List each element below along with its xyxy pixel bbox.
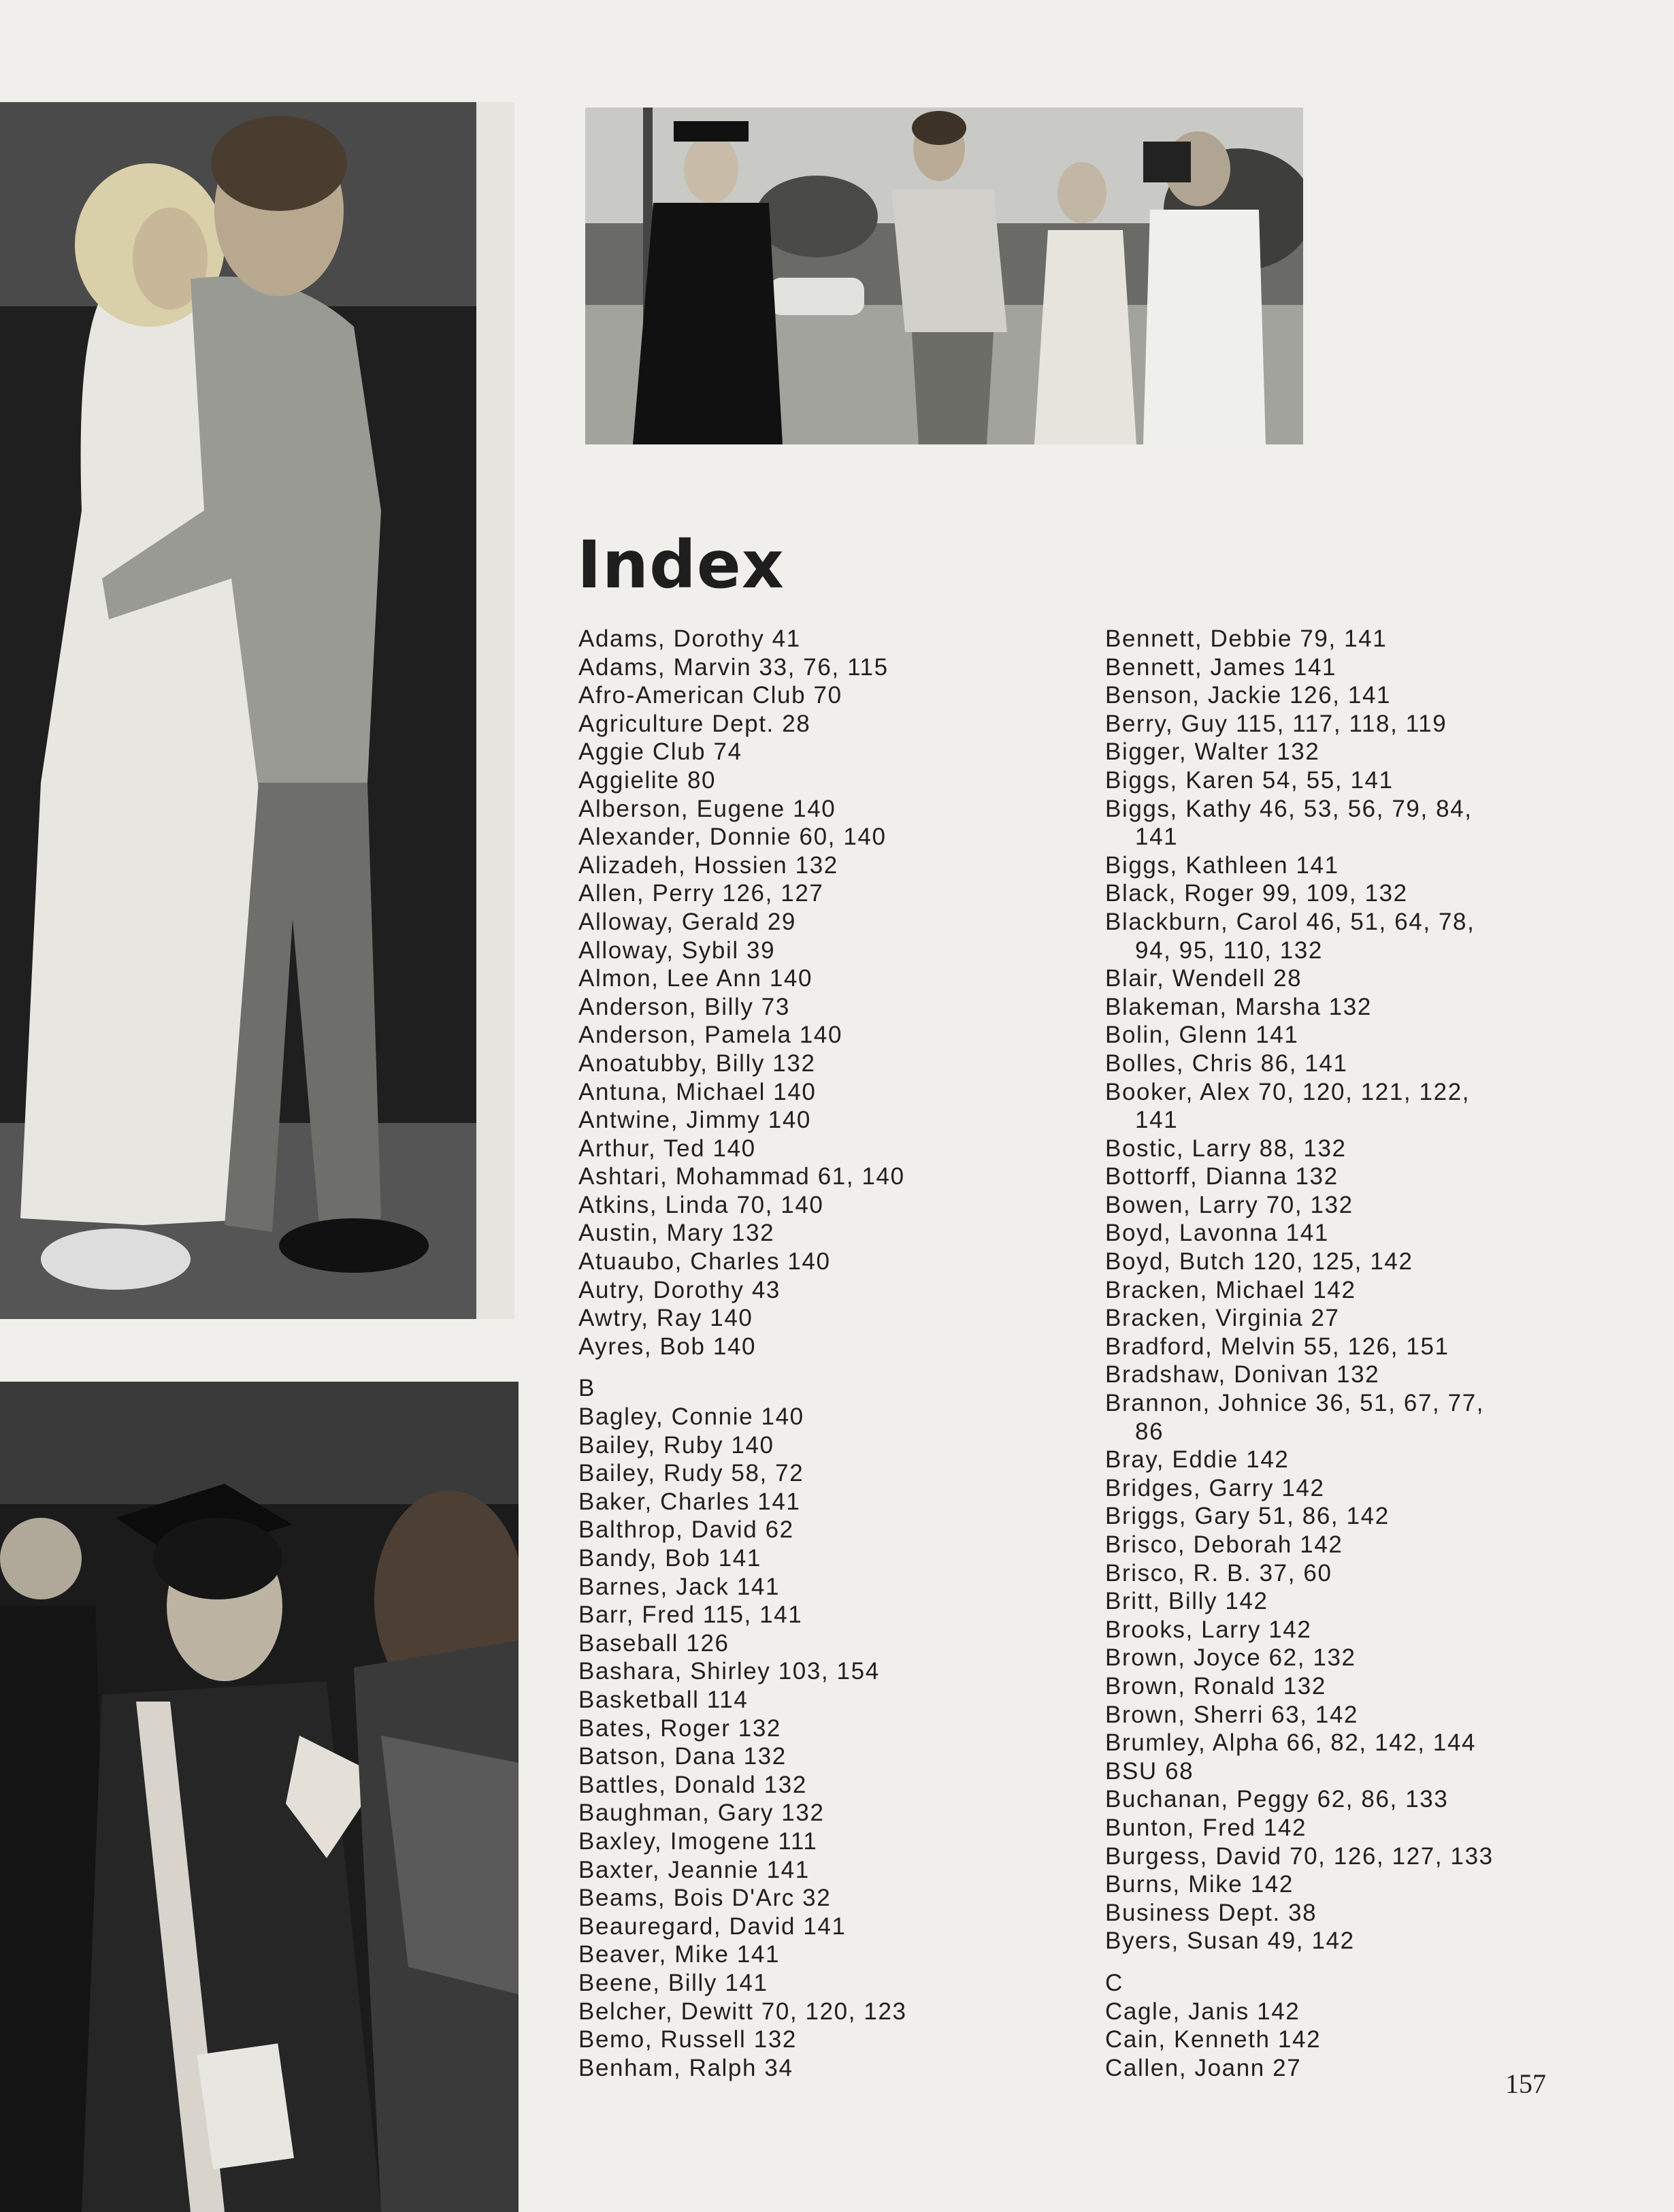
index-entry-text: BSU 68 — [1105, 1757, 1194, 1785]
index-entry — [1105, 1870, 1622, 1899]
index-entry-text: Adams, Dorothy 41 — [578, 625, 801, 652]
index-entry-text: Bridges, Garry 142 — [1105, 1474, 1325, 1501]
index-entry — [1105, 1389, 1622, 1446]
index-entry — [1105, 1842, 1622, 1871]
index-entry — [1105, 1219, 1622, 1248]
graduation-procession-photo — [0, 1382, 519, 2212]
index-entry — [1105, 1729, 1622, 1757]
index-entry — [578, 1488, 1068, 1516]
index-entry — [578, 2054, 1068, 2083]
index-entry — [578, 908, 1068, 937]
index-entry-text: Aggie Club 74 — [578, 738, 742, 766]
index-entry — [1105, 766, 1622, 795]
index-entry — [578, 1884, 1068, 1913]
index-entry — [578, 1714, 1068, 1743]
index-entry-text: Bigger, Walter 132 — [1105, 738, 1320, 766]
index-entry — [1105, 1446, 1622, 1474]
index-entry-text: Bates, Roger 132 — [578, 1714, 781, 1742]
index-entry — [578, 653, 1068, 682]
index-entry-text: Bandy, Bob 141 — [578, 1545, 761, 1572]
index-entry — [578, 1021, 1068, 1050]
index-entry — [578, 1516, 1068, 1544]
index-entry — [578, 1106, 1068, 1135]
index-entry-text: Atuaubo, Charles 140 — [578, 1248, 831, 1275]
index-entry — [1105, 681, 1622, 710]
index-entry-text: Anoatubby, Billy 132 — [578, 1050, 816, 1077]
dancing-couple-photo — [0, 102, 514, 1319]
index-entry-text: Brown, Sherri 63, 142 — [1105, 1701, 1359, 1728]
index-entry — [1105, 1304, 1622, 1333]
index-entry-text: Cagle, Janis 142 — [1105, 1998, 1300, 2025]
index-entry — [1105, 964, 1622, 993]
index-entry — [578, 851, 1068, 880]
index-entry-continuation: 94, 95, 110, 132 — [1135, 937, 1324, 964]
index-entry-text: Anderson, Pamela 140 — [578, 1022, 843, 1049]
index-entry — [1105, 625, 1622, 653]
index-entry-text: Austin, Mary 132 — [578, 1220, 775, 1247]
index-entry — [578, 823, 1068, 851]
index-entry — [578, 1742, 1068, 1771]
page-number: 157 — [1505, 2068, 1546, 2099]
index-entry — [1105, 1998, 1622, 2026]
index-entry — [1105, 1899, 1622, 1928]
index-entry-text: Allen, Perry 126, 127 — [578, 880, 824, 907]
index-entry — [1105, 851, 1622, 880]
graduation-portrait-photo — [585, 108, 1303, 444]
index-entry-text: Biggs, Karen 54, 55, 141 — [1105, 766, 1394, 794]
index-entry — [578, 766, 1068, 795]
index-entry — [578, 1431, 1068, 1460]
index-entry-text: Bracken, Michael 142 — [1105, 1276, 1356, 1303]
index-entry — [1105, 1135, 1622, 1163]
index-entry-text: Bennett, Debbie 79, 141 — [1105, 625, 1388, 652]
index-entry — [1105, 1248, 1622, 1276]
index-entry — [1105, 1616, 1622, 1644]
index-entry-text: Beauregard, David 141 — [578, 1913, 847, 1940]
index-entry-text: Beams, Bois D'Arc 32 — [578, 1885, 832, 1912]
index-entry-text: Alloway, Sybil 39 — [578, 937, 776, 964]
index-entry — [1105, 795, 1622, 851]
index-entry-text: Bunton, Fred 142 — [1105, 1814, 1307, 1841]
index-entry-text: Boyd, Butch 120, 125, 142 — [1105, 1248, 1413, 1275]
index-section-letter: C — [1105, 1969, 1123, 1996]
index-entry — [1105, 1672, 1622, 1701]
index-entry-text: Biggs, Kathleen 141 — [1105, 851, 1339, 879]
index-entry-text: Brown, Joyce 62, 132 — [1105, 1644, 1356, 1672]
index-entry — [1105, 1644, 1622, 1672]
index-entry-text: Belcher, Dewitt 70, 120, 123 — [578, 1998, 907, 2025]
index-entry — [578, 879, 1068, 908]
index-entry — [1105, 1191, 1622, 1220]
index-entry — [1105, 1814, 1622, 1842]
index-entry-text: Baughman, Gary 132 — [578, 1800, 825, 1827]
index-entry — [1105, 1785, 1622, 1814]
index-entry-text: Autry, Dorothy 43 — [578, 1276, 781, 1303]
index-entry-text: Bottorff, Dianna 132 — [1105, 1163, 1339, 1190]
index-entry-continuation: 141 — [1135, 1107, 1179, 1134]
index-entry-text: Ashtari, Mohammad 61, 140 — [578, 1163, 905, 1190]
index-entry-text: Bennett, James 141 — [1105, 653, 1337, 681]
index-entry — [1105, 710, 1622, 738]
index-entry — [578, 1998, 1068, 2026]
index-entry-text: Briggs, Gary 51, 86, 142 — [1105, 1503, 1390, 1530]
index-entry-text: Beene, Billy 141 — [578, 1969, 768, 1996]
index-entry-text: Ayres, Bob 140 — [578, 1333, 757, 1360]
index-entry-text: Atkins, Linda 70, 140 — [578, 1191, 824, 1218]
index-entry — [578, 1573, 1068, 1601]
index-entry — [1105, 1361, 1622, 1389]
index-column-right — [1105, 625, 1622, 2082]
index-entry-text: Bradshaw, Donivan 132 — [1105, 1361, 1380, 1388]
index-entry-text: Almon, Lee Ann 140 — [578, 965, 813, 992]
index-entry-text: Cain, Kenneth 142 — [1105, 2026, 1322, 2053]
index-entry — [578, 993, 1068, 1022]
index-entry-text: Blackburn, Carol 46, 51, 64, 78, — [1105, 908, 1475, 935]
index-entry — [578, 1276, 1068, 1305]
index-entry-text: Boyd, Lavonna 141 — [1105, 1220, 1329, 1247]
index-entry-text: Bemo, Russell 132 — [578, 2026, 797, 2053]
index-entry-text: Brown, Ronald 132 — [1105, 1672, 1326, 1699]
index-entry — [1105, 1559, 1622, 1588]
index-entry-text: Alloway, Gerald 29 — [578, 908, 796, 935]
index-entry-text: Bracken, Virginia 27 — [1105, 1305, 1340, 1332]
index-entry-text: Brannon, Johnice 36, 51, 67, 77, — [1105, 1390, 1485, 1417]
index-entry-text: Benson, Jackie 126, 141 — [1105, 682, 1392, 709]
index-entry-text: Baxter, Jeannie 141 — [578, 1856, 810, 1883]
page-title: Index — [577, 527, 785, 603]
index-entry — [578, 1940, 1068, 1969]
index-entry — [1105, 1531, 1622, 1559]
index-entry-text: Barnes, Jack 141 — [578, 1573, 781, 1600]
index-entry — [1105, 1333, 1622, 1361]
index-entry-continuation: 86 — [1135, 1418, 1164, 1445]
index-entry — [1105, 2026, 1622, 2054]
index-entry — [578, 1827, 1068, 1856]
index-entry — [578, 1078, 1068, 1107]
index-entry-text: Blair, Wendell 28 — [1105, 965, 1302, 992]
index-entry-text: Beaver, Mike 141 — [578, 1941, 781, 1968]
index-entry — [578, 1799, 1068, 1827]
index-entry-text: Byers, Susan 49, 142 — [1105, 1928, 1355, 1955]
index-entry-text: Bostic, Larry 88, 132 — [1105, 1135, 1347, 1162]
index-entry — [578, 1050, 1068, 1078]
index-entry — [578, 1191, 1068, 1220]
index-entry — [578, 1913, 1068, 1941]
index-entry — [1105, 1587, 1622, 1616]
index-entry — [1105, 1502, 1622, 1531]
index-entry — [1105, 1757, 1622, 1786]
index-entry — [578, 1856, 1068, 1885]
index-entry-text: Arthur, Ted 140 — [578, 1135, 756, 1162]
index-entry-text: Alexander, Donnie 60, 140 — [578, 824, 887, 851]
index-entry-text: Brooks, Larry 142 — [1105, 1616, 1312, 1643]
index-entry — [578, 681, 1068, 710]
index-entry-text: Bolles, Chris 86, 141 — [1105, 1050, 1348, 1077]
index-entry — [578, 1304, 1068, 1333]
index-entry-text: Adams, Marvin 33, 76, 115 — [578, 653, 889, 681]
index-entry-text: Callen, Joann 27 — [1105, 2054, 1302, 2081]
index-entry-text: Baker, Charles 141 — [578, 1488, 801, 1515]
index-entry — [1105, 1276, 1622, 1305]
index-entry-text: Antuna, Michael 140 — [578, 1078, 817, 1105]
index-entry-text: Burns, Mike 142 — [1105, 1871, 1294, 1898]
index-entry-text: Bowen, Larry 70, 132 — [1105, 1191, 1353, 1218]
index-entry-text: Biggs, Kathy 46, 53, 56, 79, 84, — [1105, 795, 1473, 822]
index-entry — [1105, 1927, 1622, 1955]
index-entry — [1105, 879, 1622, 908]
index-entry-text: Balthrop, David 62 — [578, 1516, 794, 1544]
index-entry — [578, 738, 1068, 766]
index-entry-text: Bolin, Glenn 141 — [1105, 1022, 1299, 1049]
index-entry-text: Basketball 114 — [578, 1686, 749, 1713]
index-entry-text: Benham, Ralph 34 — [578, 2054, 793, 2081]
index-entry-text: Berry, Guy 115, 117, 118, 119 — [1105, 710, 1447, 737]
index-entry-text: Britt, Billy 142 — [1105, 1588, 1268, 1615]
index-entry-text: Alizadeh, Hossien 132 — [578, 851, 838, 879]
index-entry-text: Bailey, Ruby 140 — [578, 1431, 774, 1459]
index-entry-text: Batson, Dana 132 — [578, 1743, 787, 1770]
index-entry — [578, 1162, 1068, 1191]
index-entry-text: Awtry, Ray 140 — [578, 1305, 753, 1332]
index-entry — [578, 1248, 1068, 1276]
index-entry — [1105, 653, 1622, 682]
index-entry-text: Black, Roger 99, 109, 132 — [1105, 880, 1408, 907]
index-entry — [1105, 1021, 1622, 1050]
index-entry — [578, 710, 1068, 738]
index-entry — [1105, 1078, 1622, 1135]
index-entry — [578, 795, 1068, 824]
index-entry — [1105, 908, 1622, 964]
index-entry-text: Buchanan, Peggy 62, 86, 133 — [1105, 1786, 1449, 1813]
index-entry — [1105, 738, 1622, 766]
index-entry-text: Alberson, Eugene 140 — [578, 795, 836, 822]
index-entry — [578, 1657, 1068, 1686]
index-entry-text: Blakeman, Marsha 132 — [1105, 993, 1372, 1020]
index-entry-text: Agriculture Dept. 28 — [578, 710, 811, 737]
index-column-left — [578, 625, 1068, 2082]
index-entry-text: Brisco, R. B. 37, 60 — [1105, 1559, 1332, 1587]
index-entry — [1105, 1701, 1622, 1729]
index-entry-text: Bagley, Connie 140 — [578, 1403, 804, 1431]
index-entry — [578, 1403, 1068, 1431]
index-entry — [578, 1601, 1068, 1629]
index-entry-text: Bashara, Shirley 103, 154 — [578, 1658, 880, 1685]
index-entry-text: Bray, Eddie 142 — [1105, 1446, 1290, 1474]
index-entry — [1105, 993, 1622, 1022]
index-entry — [578, 1135, 1068, 1163]
index-entry-text: Booker, Alex 70, 120, 121, 122, — [1105, 1078, 1471, 1105]
index-entry-text: Burgess, David 70, 126, 127, 133 — [1105, 1842, 1494, 1870]
index-entry — [578, 937, 1068, 965]
index-entry-text: Battles, Donald 132 — [578, 1771, 807, 1798]
index-entry-text: Business Dept. 38 — [1105, 1899, 1317, 1926]
index-entry — [578, 1459, 1068, 1488]
index-entry-text: Barr, Fred 115, 141 — [578, 1601, 803, 1629]
index-entry — [578, 1333, 1068, 1361]
index-entry — [1105, 1162, 1622, 1191]
index-entry-text: Baseball 126 — [578, 1629, 729, 1657]
index-entry — [578, 1686, 1068, 1714]
index-entry — [1105, 1050, 1622, 1078]
index-entry — [1105, 1474, 1622, 1503]
index-entry — [578, 2026, 1068, 2054]
index-entry-text: Antwine, Jimmy 140 — [578, 1107, 811, 1134]
index-entry-text: Aggielite 80 — [578, 766, 717, 794]
index-entry — [578, 1544, 1068, 1573]
index-entry-text: Baxley, Imogene 111 — [578, 1827, 818, 1855]
index-entry-text: Brisco, Deborah 142 — [1105, 1531, 1343, 1558]
index-entry — [578, 1629, 1068, 1658]
index-entry — [578, 1219, 1068, 1248]
index-entry-continuation: 141 — [1135, 824, 1179, 851]
index-entry — [578, 625, 1068, 653]
index-entry-text: Bailey, Rudy 58, 72 — [578, 1460, 804, 1487]
index-section-letter: B — [578, 1375, 595, 1402]
index-entry-text: Anderson, Billy 73 — [578, 993, 790, 1020]
index-entry — [578, 1771, 1068, 1800]
index-entry-text: Brumley, Alpha 66, 82, 142, 144 — [1105, 1729, 1477, 1757]
index-entry — [578, 1969, 1068, 1998]
index-entry-text: Afro-American Club 70 — [578, 682, 842, 709]
index-entry — [578, 964, 1068, 993]
index-entry-text: Bradford, Melvin 55, 126, 151 — [1105, 1333, 1449, 1360]
